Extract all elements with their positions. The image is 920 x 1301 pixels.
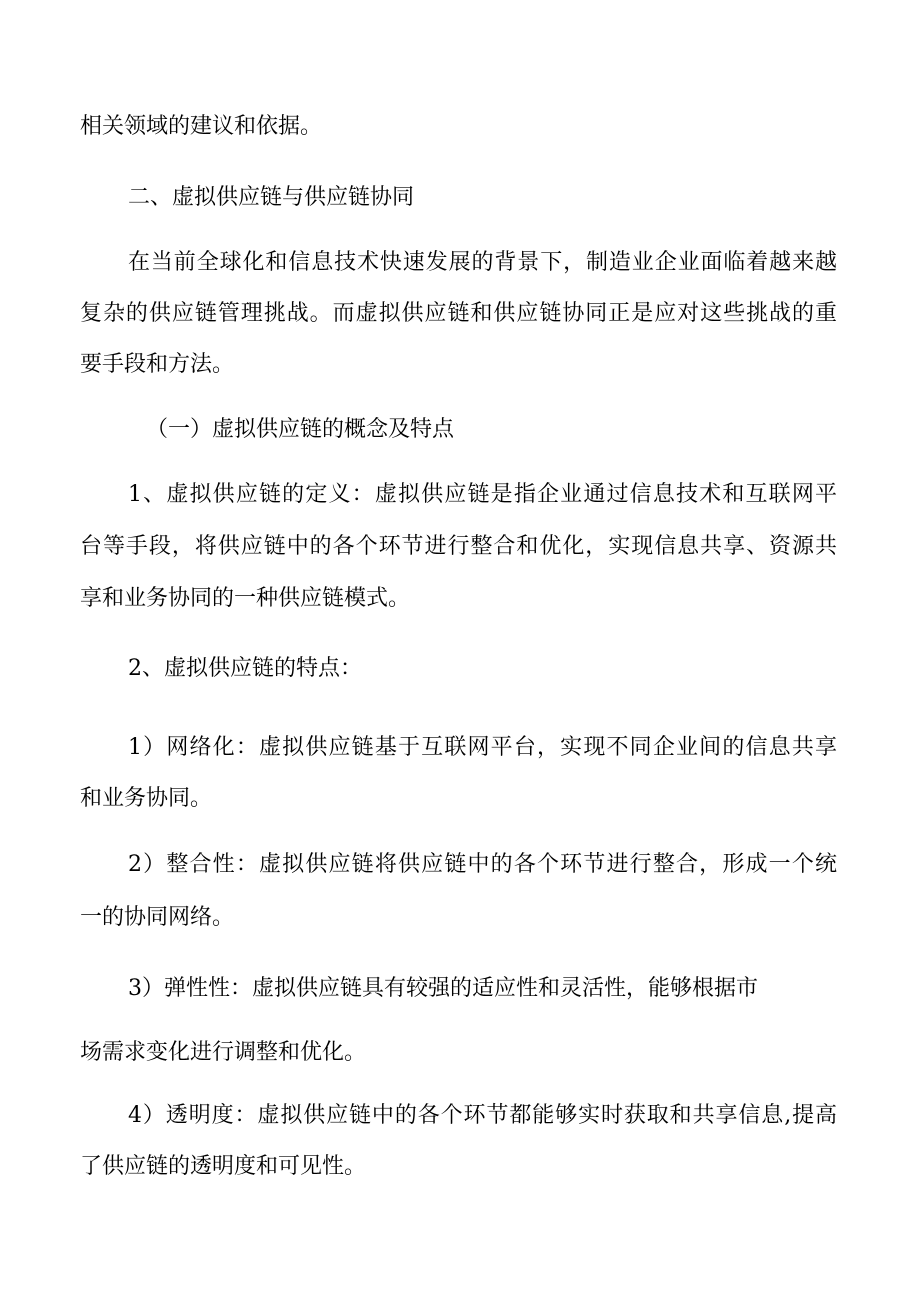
paragraph-line: 要手段和方法。 bbox=[80, 352, 235, 377]
subsection-heading: （一）虚拟供应链的概念及特点 bbox=[146, 417, 455, 442]
paragraph-line: 2、虚拟供应链的特点： bbox=[128, 656, 362, 681]
section-heading: 二、虚拟供应链与供应链协同 bbox=[128, 185, 415, 210]
paragraph-line: 和业务协同。 bbox=[80, 786, 213, 811]
paragraph-line: 相关领域的建议和依据。 bbox=[80, 114, 323, 139]
paragraph-line: 1）网络化：虚拟供应链基于互联网平台，实现不同企业间的信息共享 bbox=[128, 735, 837, 760]
paragraph-line: 4）透明度：虚拟供应链中的各个环节都能够实时获取和共享信息,提高 bbox=[128, 1103, 837, 1128]
paragraph-line: 1、虚拟供应链的定义：虚拟供应链是指企业通过信息技术和互联网平 bbox=[128, 482, 837, 507]
paragraph-line: 场需求变化进行调整和优化。 bbox=[80, 1040, 367, 1065]
paragraph-line: 台等手段，将供应链中的各个环节进行整合和优化，实现信息共享、资源共 bbox=[80, 534, 837, 559]
paragraph-line: 一的协同网络。 bbox=[80, 905, 235, 930]
paragraph-line: 享和业务协同的一种供应链模式。 bbox=[80, 586, 411, 611]
paragraph-line: 在当前全球化和信息技术快速发展的背景下，制造业企业面临着越来越 bbox=[128, 250, 837, 275]
paragraph-line: 了供应链的透明度和可见性。 bbox=[80, 1154, 367, 1179]
paragraph-line: 复杂的供应链管理挑战。而虚拟供应链和供应链协同正是应对这些挑战的重 bbox=[80, 301, 837, 326]
paragraph-line: 2）整合性：虚拟供应链将供应链中的各个环节进行整合，形成一个统 bbox=[128, 852, 837, 877]
paragraph-line: 3）弹性性：虚拟供应链具有较强的适应性和灵活性，能够根据市 bbox=[128, 976, 758, 1001]
